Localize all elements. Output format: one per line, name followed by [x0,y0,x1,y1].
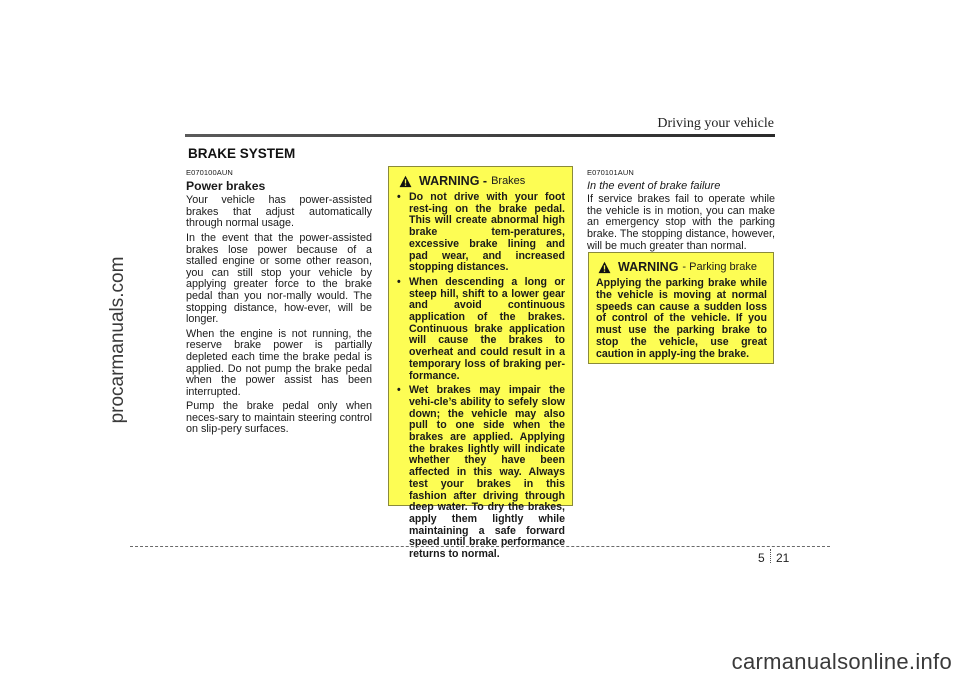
warning-heading [596,261,767,274]
warning-triangle-icon [399,175,412,188]
parking-brake-warning-box [588,252,774,364]
list-item-text: Wet brakes may impair the vehi-cle’s ability to sefely slow down; the vehicle may also pull to one side when the brakes are applied. Applying the brakes lightly will indicate whether they have been affected in this way. Always test your brakes in this fashion after driving through deep water. To dry the brakes, apply them lightly while maintaining a safe forward speed until brake performance returns to normal. [409,384,565,561]
page-number-separator [770,549,771,563]
bullet-icon: • [397,384,401,397]
list-item-text: Do not drive with your foot rest-ing on the brake pedal. This will create abnormal high brake tem-peratures, excessive brake lining and pad wear, and increased stopping distances. [409,191,565,274]
power-brakes-section [186,167,372,439]
body-paragraph: In the event that the power-assisted brakes lose power because of a stalled engine or some other reason, you can still stop your vehicle by applying greater force to the brake pedal than you nor-mally would. The stopping distance, how-ever, will be longer. [186,231,372,326]
warning-topic: - Parking brake [682,261,758,273]
warning-text: Applying the parking brake while the vehicle is moving at normal speeds can cause a sudden loss of control of the vehicle. If you must use the parking brake to stop the vehicle, use great caution in apply-ing the brake. [596,277,767,360]
brake-failure-section [587,167,775,255]
warning-topic: Brakes [491,175,526,187]
bottom-watermark: carmanualsonline.info [731,649,952,674]
bullet-icon: • [397,191,401,203]
section-code: E070101AUN [587,168,634,177]
brake-failure-title: In the event of brake failure [587,179,721,192]
chapter-number: 5 [758,551,765,565]
body-paragraph: Your vehicle has power-assisted brakes that adjust automatically through normal usage. [186,194,372,230]
list-item [397,385,565,561]
warning-label: WARNING - [419,174,488,188]
warning-heading [397,175,565,188]
header-rule [185,134,775,137]
warning-label: WARNING [618,260,679,274]
section-code: E070100AUN [186,168,233,177]
section-title: BRAKE SYSTEM [188,146,296,161]
page-number: 21 [776,551,790,565]
list-item [397,277,565,382]
brakes-warning-box [388,166,573,561]
body-paragraph: If service brakes fail to operate while the vehicle is in motion, you can make an emergency stop with the parking brake. The stopping distance, however, will be much greater than normal. [587,193,775,252]
side-watermark: procarmanuals.com [107,256,128,424]
power-brakes-title: Power brakes [186,178,266,193]
warning-list [397,192,565,561]
list-item-text: When descending a long or steep hill, shift to a lower gear and avoid continuous application of the brakes. Continuous brake application will cause the brakes to overheat and could result in a temporary loss of braking per-formance. [409,275,565,382]
section-header: Driving your vehicle [657,116,774,131]
body-paragraph: Pump the brake pedal only when neces-sary to maintain steering control on slip-pery surfaces. [186,400,372,436]
footer-rule [130,546,830,547]
warning-triangle-icon [598,261,611,274]
list-item [397,192,565,274]
body-paragraph: When the engine is not running, the reserve brake power is partially depleted each time the brake pedal is applied. Do not pump the brake pedal when the power assist has been interrupted. [186,327,372,398]
bullet-icon: • [397,275,401,288]
